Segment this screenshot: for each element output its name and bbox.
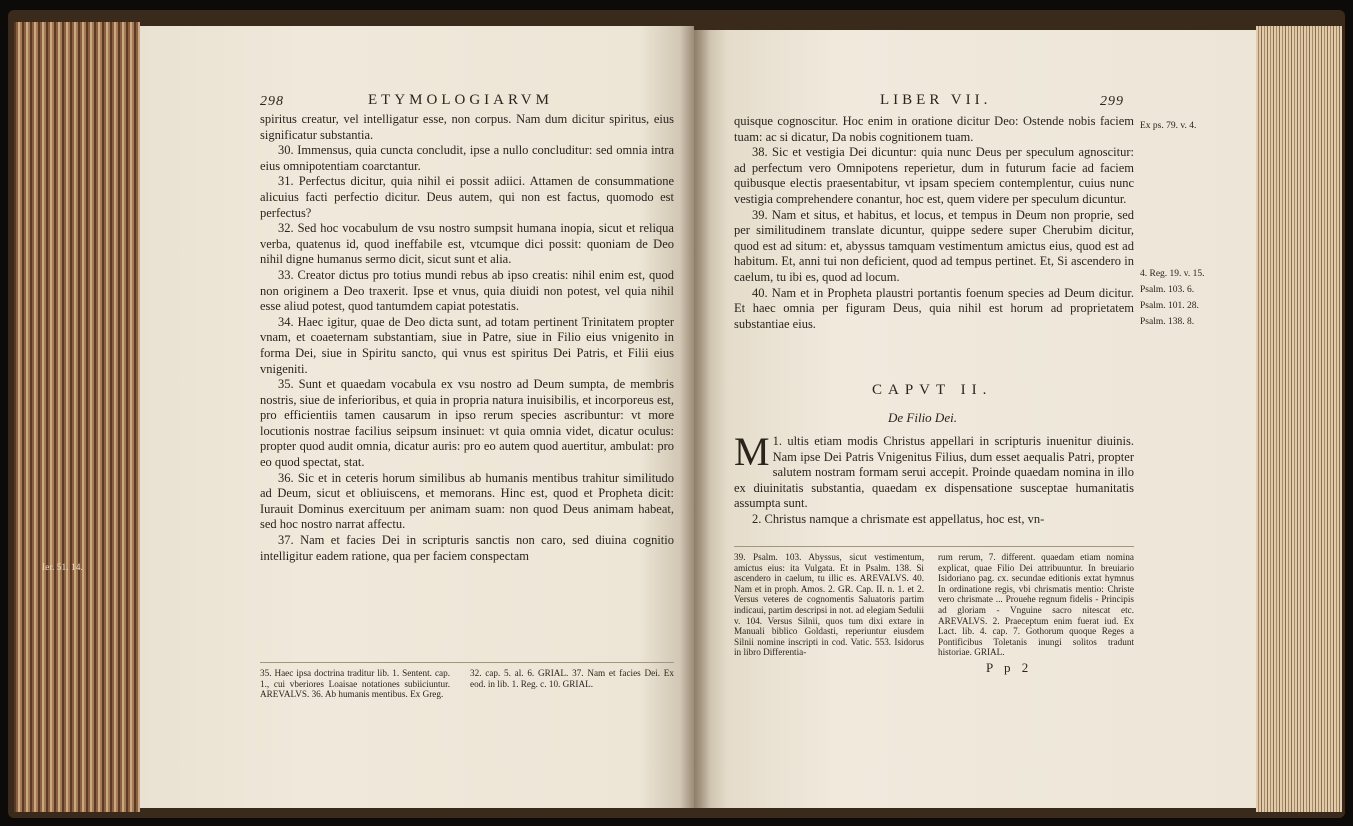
chapter-text — [734, 429, 1135, 528]
running-head: ETYMOLOGIARVM — [368, 92, 553, 108]
paragraph: 30. Immensus, quia cuncta concludit, ipse a nullo concluditur: sed omnia intra eius omnipotentiam coarctantur. — [260, 143, 674, 173]
paragraph: 31. Perfectus dicitur, quia nihil ei possit adiici. Attamen de consummatione alicuius facti perfectio dicitur. Deus autem, qui non est factus, quomodo est perfectus? — [260, 174, 674, 220]
signature-mark: P p 2 — [986, 660, 1033, 675]
paragraph: 36. Sic et in ceteris horum similibus ab humanis mentibus trahitur similitudo ad Deum, sicut et obliuiscens, et memorans. Hinc est, quod et Propheta dicit: Iurauit Dominus exercituum per animam suam: non quod Deus animam habeat, sed hoc nostro narrat affectu. — [260, 470, 674, 532]
paragraph-number: 1. — [772, 434, 782, 448]
chapter-subtitle: De Filio Dei. — [888, 410, 957, 425]
paragraph: 38. Sic et vestigia Dei dicuntur: quia nunc Deus per speculum agnoscitur: ad perfectum vero Omnipotens reperietur, dum in futurum facie ad faciem quibusque electis praesentabitur, vt ipsam speciem contemplentur, cuius nunc vestigia comprehendere conantur, hoc est, quem videre per speculum dicuntur. — [734, 145, 1134, 206]
chapter-title: CAPVT II. — [872, 382, 993, 398]
right-page-edges — [1256, 26, 1342, 812]
left-page-edges — [14, 22, 140, 812]
chapter-paragraph: 2. Christus namque a chrismate est appellatus, hoc est, vn- — [752, 511, 1045, 526]
paragraph: 40. Nam et in Propheta plaustri portantis foenum species ad Deum dicitur. Et haec omnia per figuram Deus, quia nihil est horum ad proprietatem substantiae eius. — [734, 285, 1134, 331]
left-main-text — [260, 112, 674, 564]
paragraph: 35. Sunt et quaedam vocabula ex vsu nostro ad Deum sumpta, de membris nostris, siue de inferioribus, et quia in propria natura inuisibilis, et incorporeus est, pro efficientiis tamen causarum in ipso rerum species ascribuntur: vt more locutionis nostrae facilius seipsum insinuet: vt quia omnia videt, dicatur oculus: propter quod audit omnia, dicatur auris: pro eo autem quod auertitur, ambulat: pro eo quod spectat, stat. — [260, 377, 674, 470]
footnotes-col-left: 35. Haec ipsa doctrina traditur lib. 1. Sentent. cap. 1., cui vberiores Loaisae notationes subiiciuntur. AREVALVS. 36. Ab humanis mentibus. Ex Greg. — [260, 668, 450, 700]
paragraph: 39. Nam et situs, et habitus, et locus, et tempus in Deum non proprie, sed per similitudinem translate dicuntur, quippe sedere super Cherubim dicitur, quod est ad situm: et, abyssus tamquam vestimentum amictus eius, quod est ad habitum. Et, anni tui non deficient, quod ad tempus pertinet. Et, Si ascendero in caelum, tu ibi es, quod ad locum. — [734, 207, 1134, 284]
right-main-text — [734, 114, 1134, 332]
margin-note: Psalm. 101. 28. — [1140, 301, 1199, 311]
paragraph: spiritus creatur, vel intelligatur esse, non corpus. Nam dum dicitur spiritus, eius significatur substantia. — [260, 112, 674, 142]
margin-note: Psalm. 103. 6. — [1140, 285, 1195, 295]
left-page — [140, 26, 694, 808]
running-head: LIBER VII. — [880, 92, 992, 108]
footnotes-col-right: rum rerum, 7. different. quaedam etiam nomina explicat, quae Filio Dei attribuuntur. In breuiario Isidoriano pag. cx. secundae editionis extat hymnus In ordinatione regis, vbi chrismatis mentio: Christe vero chrismate ... Prouehe regnum fidelis - Principis ad gloriam - Vnguine sacro nitescat etc. AREVALVS. 2. Praeceptum enim fuerat iud. Ex Lact. lib. 4. cap. 7. Gothorum quoque Reges a Pontificibus Toletanis inungi solitos tradunt historiae. GRIAL. — [938, 552, 1134, 658]
footnote-rule — [260, 662, 674, 663]
margin-note: Ex ps. 79. v. 4. — [1140, 121, 1197, 131]
right-page — [694, 30, 1256, 808]
chapter-paragraph — [734, 429, 1135, 512]
paragraph-text: ultis etiam modis Christus appellari in scripturis inuenitur diuinis. Nam ipse Dei Patris Vnigenitus Filius, dum esset aequalis Patri, propter salutem nostram formam serui accepit. Proinde quaedam nomina in illo ex diuinitatis substantia, quaedam ex dispensatione susceptae humanitatis assumpta sunt. — [734, 434, 1135, 511]
paragraph: 33. Creator dictus pro totius mundi rebus ab ipso creatis: nihil enim est, quod non originem a Deo traxerit. Ipse et vnus, quia diuidi non potest, vel quia nihil esse aliud potest, quod tantumdem capiat potestatis. — [260, 267, 674, 314]
footnote-rule — [734, 546, 1134, 547]
margin-note: 4. Reg. 19. v. 15. — [1140, 269, 1205, 279]
margin-note: Ier. 51. 14. — [42, 563, 83, 573]
page-number: 298 — [260, 94, 284, 109]
footnotes-col-left: 39. Psalm. 103. Abyssus, sicut vestimentum, amictus eius: ita Vulgata. Et in Psalm. 138. Si ascendero in caelum, tu illic es. AREVALVS. 40. Nam et in proph. Amos. 2. GR. Cap. II. n. 1. et 2. Versus veteres de cognomentis Saluatoris partim indicaui, partim descripsi in not. ad elegiam Sedulii v. 104. Versus Silnii, quos tum dixi extare in Manuali biblico Goldasti, reperiuntur eiusdem Silnii nomine inscripti in cod. Vatic. 553. Isidorus in libro Differentia- — [734, 552, 924, 658]
drop-cap: M — [734, 429, 770, 474]
paragraph: 37. Nam et facies Dei in scripturis sanctis non caro, sed diuina cognitio intelligitur eadem ratione, qua per faciem conspectam — [260, 533, 674, 563]
paragraph: 32. Sed hoc vocabulum de vsu nostro sumpsit humana inopia, sicut et reliqua verba, quatenus id, quod ineffabile est, vtcumque dici possit: quoniam de Deo nihil digne humanus sermo dicit, sicut sunt et alia. — [260, 221, 674, 267]
paragraph: quisque cognoscitur. Hoc enim in oratione dicitur Deo: Ostende nobis faciem tuam: ac si dicatur, Da nobis cognitionem tuam. — [734, 114, 1134, 144]
page-number: 299 — [1100, 94, 1124, 109]
margin-note: Psalm. 138. 8. — [1140, 317, 1195, 327]
paragraph: 34. Haec igitur, quae de Deo dicta sunt, ad totam pertinent Trinitatem propter vnam, et coaeternam substantiam, siue in Patre, siue in Filio eius vnigenito in forma Dei, siue in Spiritu sancto, qui vnus est spiritus Dei Patris, et Filii eius vnigeniti. — [260, 314, 674, 376]
book-gutter — [680, 26, 710, 808]
footnotes-col-right: 32. cap. 5. al. 6. GRIAL. 37. Nam et facies Dei. Ex eod. in lib. 1. Reg. c. 10. GRIAL. — [470, 668, 674, 689]
